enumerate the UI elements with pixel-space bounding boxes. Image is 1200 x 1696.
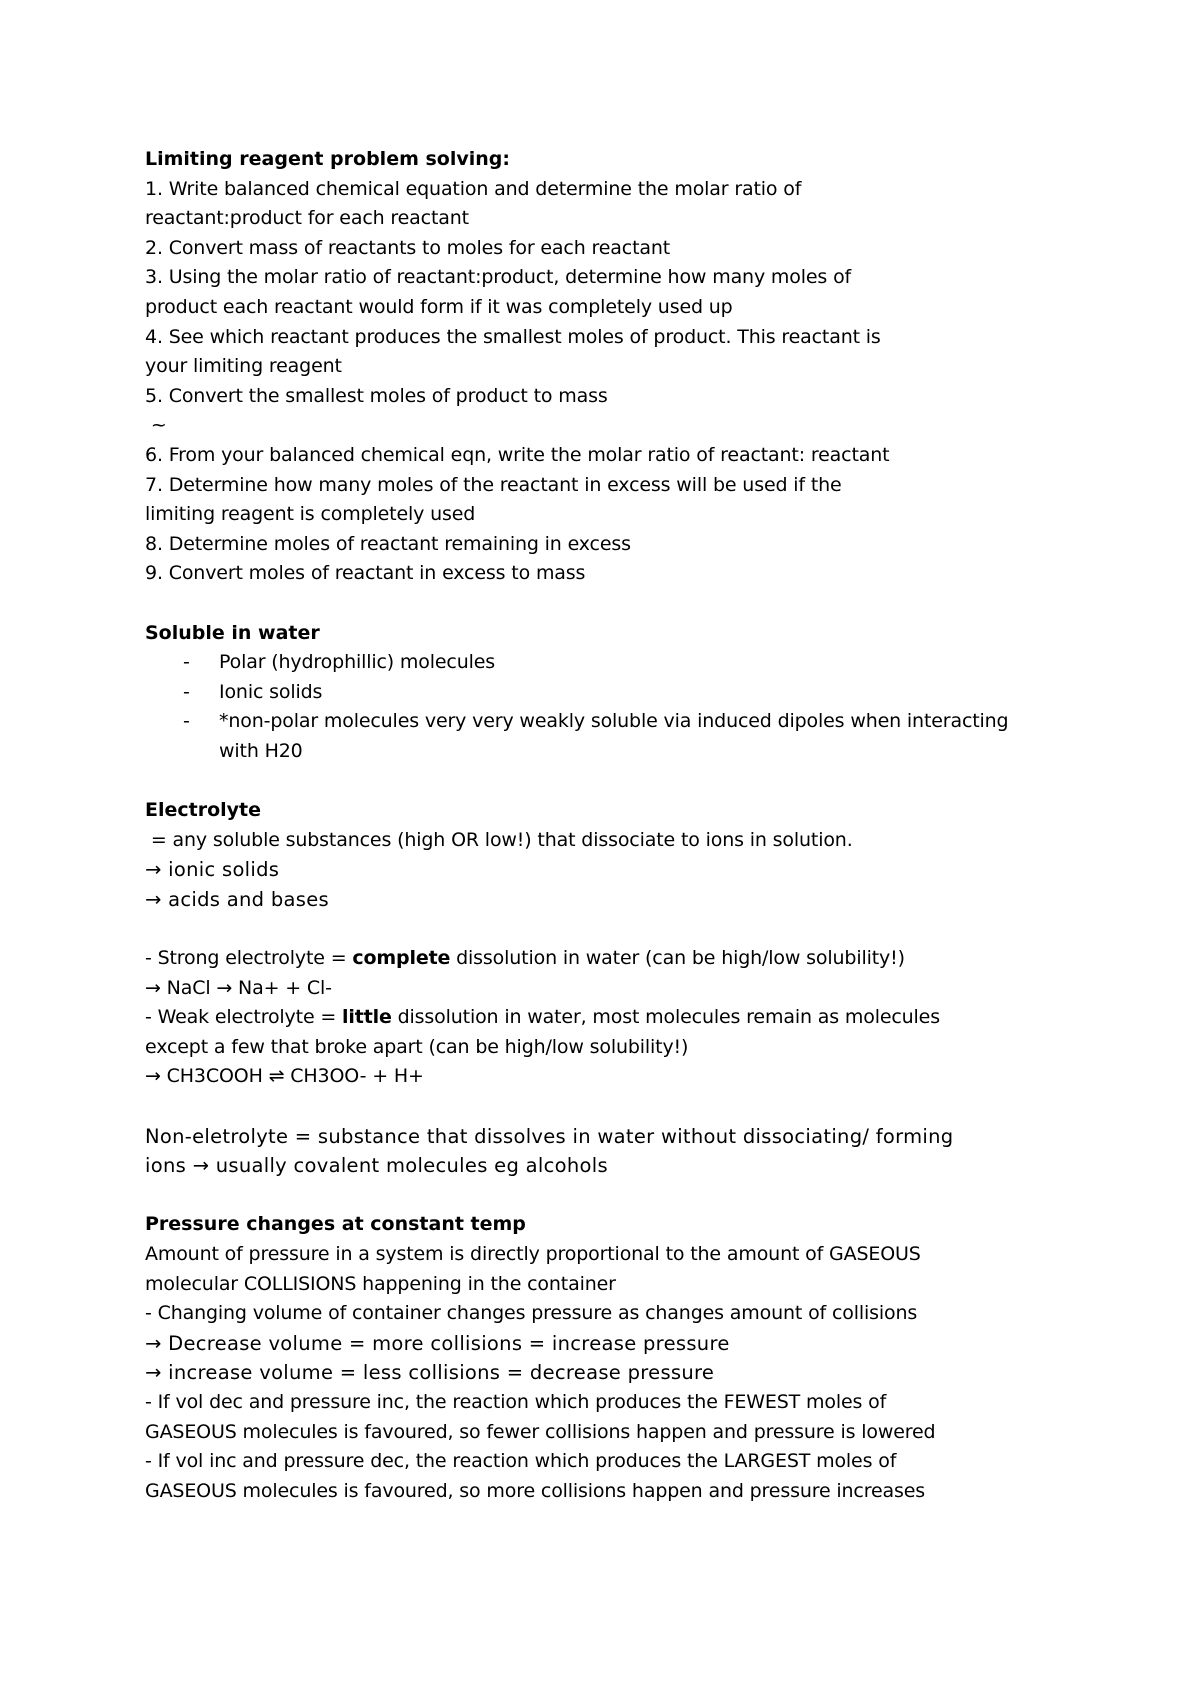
limiting-step-line: 2. Convert mass of reactants to moles for each reactant: [145, 236, 671, 259]
weak-pre: - Weak electrolyte =: [145, 1006, 343, 1029]
spacer: [145, 1092, 1065, 1122]
document-page: [145, 145, 1065, 1506]
limiting-step-line: limiting reagent is completely used: [145, 503, 476, 526]
strong-bold: complete: [352, 947, 451, 970]
bullet-continuation: with H20: [219, 739, 303, 762]
bullet-dash: -: [183, 680, 190, 703]
limiting-step-line: 6. From your balanced chemical eqn, write the molar ratio of reactant: reactant: [145, 443, 890, 466]
pressure-line: GASEOUS molecules is favoured, so fewer collisions happen and pressure is lowered: [145, 1420, 936, 1443]
pressure-line: Amount of pressure in a system is directly proportional to the amount of GASEOUS: [145, 1242, 921, 1265]
pressure-line: GASEOUS molecules is favoured, so more collisions happen and pressure increases: [145, 1479, 926, 1502]
limiting-step-line: 3. Using the molar ratio of reactant:product, determine how many moles of: [145, 266, 852, 289]
bullet-text: *non-polar molecules very very weakly soluble via induced dipoles when interacting: [219, 710, 1009, 733]
spacer: [145, 766, 1065, 796]
soluble-heading: Soluble in water: [145, 621, 320, 644]
bullet-dash: -: [183, 710, 190, 733]
electrolyte-heading: Electrolyte: [145, 799, 262, 822]
strong-electrolyte-line: [145, 944, 1065, 974]
spacer: [145, 1181, 1065, 1211]
pressure-line: - If vol dec and pressure inc, the reaction which produces the FEWEST moles of: [145, 1390, 887, 1413]
pressure-arrow-line: → increase volume = less collisions = decrease pressure: [145, 1361, 715, 1385]
limiting-step-line: 7. Determine how many moles of the reactant in excess will be used if the: [145, 473, 842, 496]
limiting-step-line: reactant:product for each reactant: [145, 207, 469, 230]
weak-bold: little: [342, 1006, 392, 1029]
limiting-step-line: product each reactant would form if it was completely used up: [145, 295, 733, 318]
pressure-line: - If vol inc and pressure dec, the reaction which produces the LARGEST moles of: [145, 1450, 897, 1473]
limiting-step-line: 1. Write balanced chemical equation and determine the molar ratio of: [145, 177, 802, 200]
limiting-step-line: 9. Convert moles of reactant in excess to mass: [145, 562, 586, 585]
limiting-step-line: 4. See which reactant produces the smallest moles of product. This reactant is: [145, 325, 881, 348]
pressure-line: molecular COLLISIONS happening in the container: [145, 1272, 616, 1295]
list-item: [145, 678, 1065, 708]
non-electrolyte-line: ions → usually covalent molecules eg alcohols: [145, 1154, 608, 1178]
weak-continuation-line: except a few that broke apart (can be high/low solubility!): [145, 1035, 689, 1058]
strong-pre: - Strong electrolyte =: [145, 947, 353, 970]
bullet-text: Polar (hydrophillic) molecules: [219, 651, 496, 674]
arrow-line: → acids and bases: [145, 887, 329, 911]
list-item: [145, 707, 1065, 766]
pressure-heading: Pressure changes at constant temp: [145, 1213, 526, 1236]
strong-example-line: → NaCl → Na+ + Cl-: [145, 976, 332, 999]
arrow-line: → ionic solids: [145, 858, 280, 882]
bullet-dash: -: [183, 651, 190, 674]
weak-example-line: → CH3COOH ⇌ CH3OO- + H+: [145, 1065, 424, 1088]
spacer: [145, 589, 1065, 619]
limiting-reagent-heading: Limiting reagent problem solving:: [145, 148, 510, 170]
weak-post: dissolution in water, most molecules remain as molecules: [391, 1006, 940, 1029]
weak-electrolyte-line: [145, 1003, 1065, 1033]
limiting-step-line: 8. Determine moles of reactant remaining in excess: [145, 532, 631, 555]
pressure-line: - Changing volume of container changes pressure as changes amount of collisions: [145, 1302, 918, 1325]
electrolyte-definition: = any soluble substances (high OR low!) that dissociate to ions in solution.: [145, 828, 853, 851]
spacer: [145, 914, 1065, 944]
bullet-text: Ionic solids: [219, 680, 323, 703]
limiting-step-line: 5. Convert the smallest moles of product to mass: [145, 384, 608, 407]
limiting-step-line: your limiting reagent: [145, 355, 342, 378]
pressure-arrow-line: → Decrease volume = more collisions = increase pressure: [145, 1331, 730, 1355]
tilde-separator: ~: [145, 414, 167, 437]
list-item: [145, 648, 1065, 678]
strong-post: dissolution in water (can be high/low solubility!): [450, 947, 905, 970]
non-electrolyte-line: Non-eletrolyte = substance that dissolves in water without dissociating/ forming: [145, 1124, 954, 1148]
